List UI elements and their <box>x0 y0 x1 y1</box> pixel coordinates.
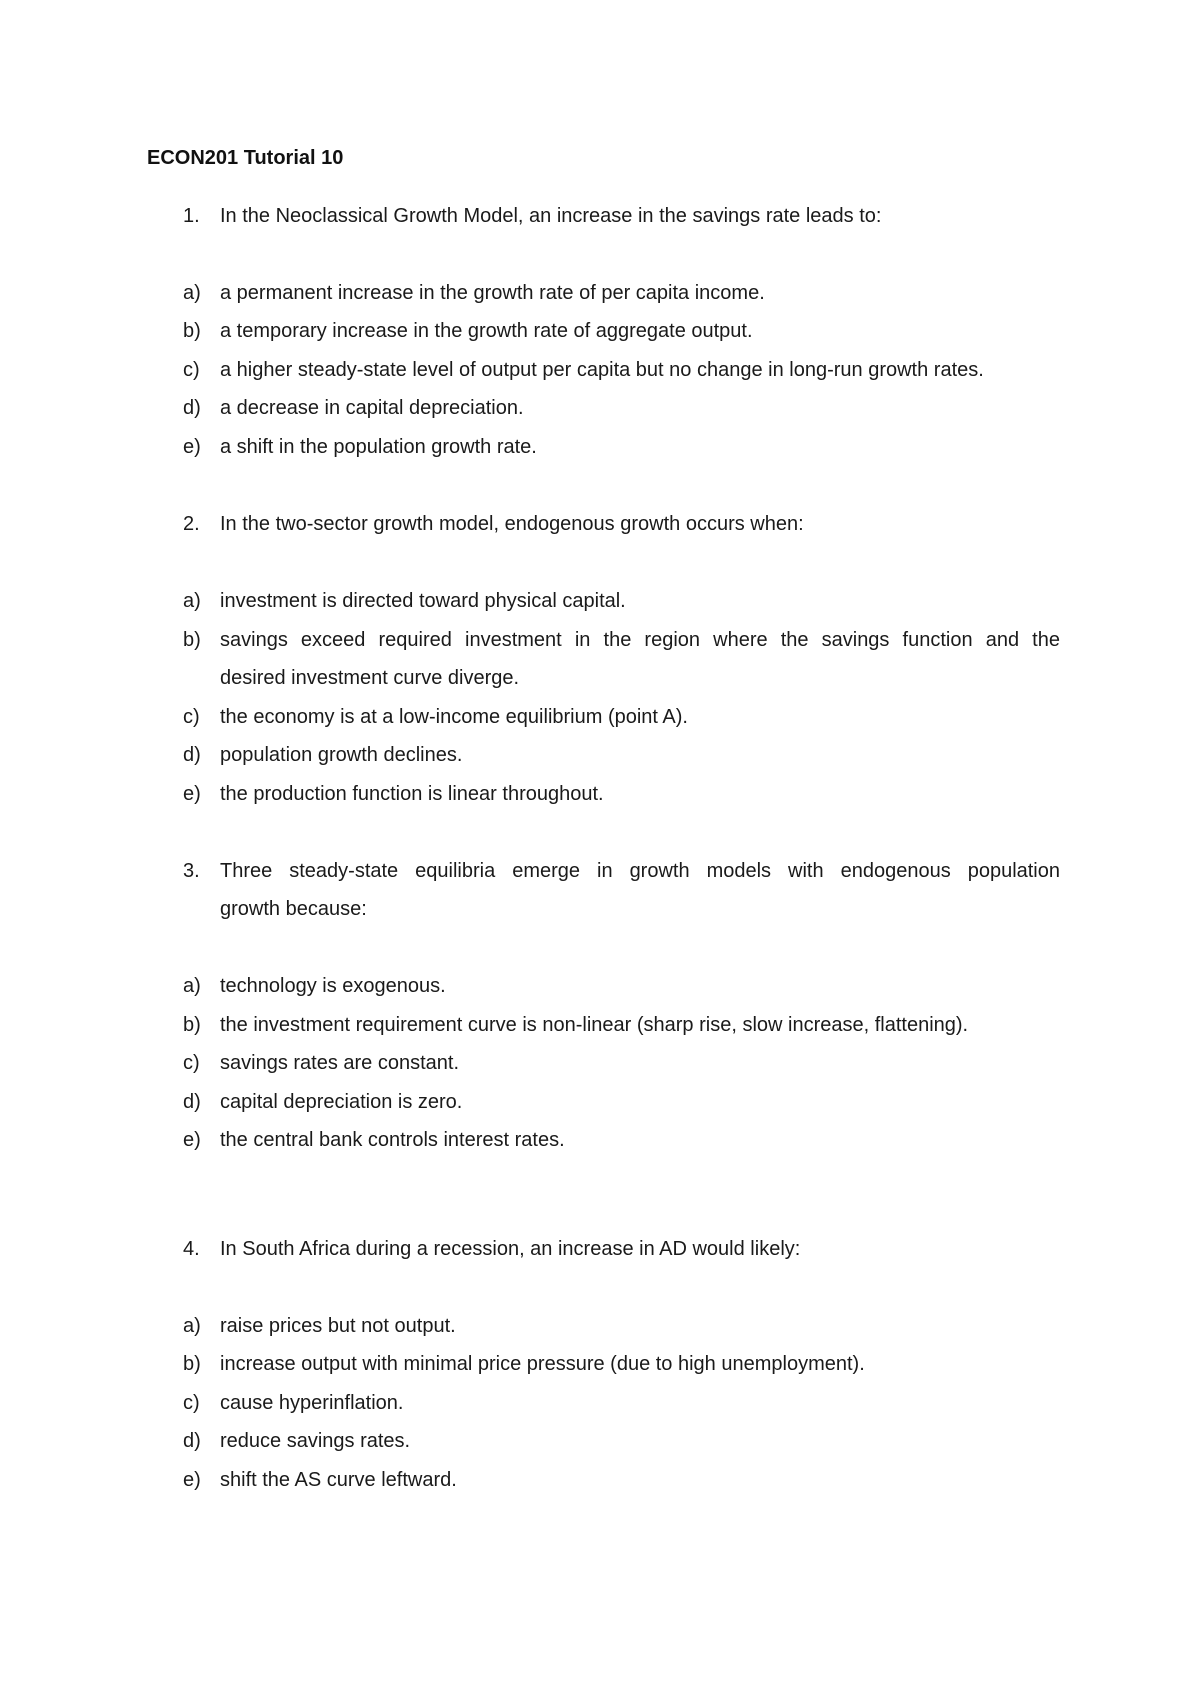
q2-option-c-text: the economy is at a low-income equilibrium (point A). <box>220 706 688 728</box>
q4-option-a-letter: a) <box>183 1315 201 1337</box>
question-3-text-line2: growth because: <box>220 898 367 920</box>
q2-option-b-letter: b) <box>183 629 201 651</box>
question-1-number: 1. <box>183 205 200 227</box>
question-1-text: In the Neoclassical Growth Model, an increase in the savings rate leads to: <box>220 205 882 227</box>
q1-option-d-letter: d) <box>183 397 201 419</box>
document-title: ECON201 Tutorial 10 <box>147 147 344 169</box>
q3-option-a-text: technology is exogenous. <box>220 975 446 997</box>
q4-option-e-text: shift the AS curve leftward. <box>220 1469 457 1491</box>
q2-option-a-letter: a) <box>183 590 201 612</box>
q2-option-d-letter: d) <box>183 744 201 766</box>
q1-option-b-letter: b) <box>183 320 201 342</box>
q4-option-b-letter: b) <box>183 1353 201 1375</box>
q1-option-b-text: a temporary increase in the growth rate of aggregate output. <box>220 320 753 342</box>
q2-option-c-letter: c) <box>183 706 200 728</box>
question-3-number: 3. <box>183 860 200 882</box>
q2-option-e-letter: e) <box>183 783 201 805</box>
q1-option-a-text: a permanent increase in the growth rate of per capita income. <box>220 282 765 304</box>
q1-option-c-text: a higher steady-state level of output per capita but no change in long-run growth rates. <box>220 359 984 381</box>
q3-option-d-letter: d) <box>183 1091 201 1113</box>
q1-option-d-text: a decrease in capital depreciation. <box>220 397 524 419</box>
q4-option-e-letter: e) <box>183 1469 201 1491</box>
q4-option-d-letter: d) <box>183 1430 201 1452</box>
q4-option-a-text: raise prices but not output. <box>220 1315 456 1337</box>
q3-option-c-text: savings rates are constant. <box>220 1052 460 1074</box>
q2-option-b-text-line1: savings exceed required investment in the region where the savings function and the <box>220 629 1060 651</box>
q3-option-a-letter: a) <box>183 975 201 997</box>
q1-option-c-letter: c) <box>183 359 200 381</box>
q3-option-c-letter: c) <box>183 1052 200 1074</box>
question-2-number: 2. <box>183 513 200 535</box>
q3-option-e-text: the central bank controls interest rates. <box>220 1129 565 1151</box>
q3-option-b-text: the investment requirement curve is non-linear (sharp rise, slow increase, flattening). <box>220 1014 969 1036</box>
q2-option-b-text-line2: desired investment curve diverge. <box>220 667 520 689</box>
q1-option-e-text: a shift in the population growth rate. <box>220 436 537 458</box>
q2-option-e-text: the production function is linear throughout. <box>220 783 604 805</box>
question-2-text: In the two-sector growth model, endogenous growth occurs when: <box>220 513 804 535</box>
q1-option-a-letter: a) <box>183 282 201 304</box>
q4-option-b-text: increase output with minimal price pressure (due to high unemployment). <box>220 1353 865 1375</box>
question-4-number: 4. <box>183 1238 200 1260</box>
q2-option-a-text: investment is directed toward physical capital. <box>220 590 626 612</box>
question-4-text: In South Africa during a recession, an increase in AD would likely: <box>220 1238 801 1260</box>
q4-option-d-text: reduce savings rates. <box>220 1430 411 1452</box>
q3-option-d-text: capital depreciation is zero. <box>220 1091 463 1113</box>
q4-option-c-letter: c) <box>183 1392 200 1414</box>
q2-option-d-text: population growth declines. <box>220 744 463 766</box>
q4-option-c-text: cause hyperinflation. <box>220 1392 404 1414</box>
q1-option-e-letter: e) <box>183 436 201 458</box>
q3-option-e-letter: e) <box>183 1129 201 1151</box>
q3-option-b-letter: b) <box>183 1014 201 1036</box>
question-3-text-line1: Three steady-state equilibria emerge in growth models with endogenous population <box>220 860 1060 882</box>
